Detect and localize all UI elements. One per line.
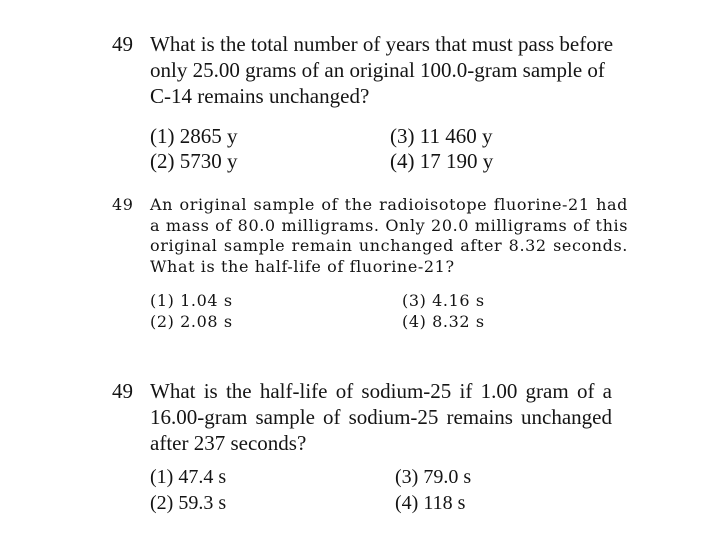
answer-choice: (2) 59.3 s — [150, 492, 227, 514]
answer-choice: (3) 11 460 y — [390, 124, 493, 148]
question-block — [112, 195, 632, 335]
question-number: 49 — [112, 379, 133, 403]
answer-choice: (3) 4.16 s — [402, 291, 485, 310]
question-text: What is the half-life of sodium-25 if 1.00 gram of a 16.00-gram sample of sodium-25 remains unchanged after 237 seconds? — [150, 379, 612, 455]
question-text: What is the total number of years that must pass before only 25.00 grams of an original 100.0-gram sample of C-14 remains unchanged? — [150, 32, 614, 108]
answer-choice: (4) 118 s — [395, 492, 466, 514]
question-number: 49 — [112, 195, 134, 214]
answer-choice: (2) 2.08 s — [150, 312, 233, 331]
answer-choices — [150, 124, 612, 174]
answer-choice: (3) 79.0 s — [395, 466, 472, 488]
answer-choice: (4) 8.32 s — [402, 312, 485, 331]
answer-choices — [150, 466, 632, 516]
question-text: An original sample of the radioisotope fluorine-21 had a mass of 80.0 milligrams. Only 20.0 milligrams of this original sample remain unchanged after 8.32 seconds. What is the half-life of fluorine-21? — [150, 195, 628, 276]
question-block — [112, 31, 612, 174]
answer-choice: (2) 5730 y — [150, 149, 238, 173]
answer-choices — [150, 291, 632, 335]
answer-choice: (1) 47.4 s — [150, 466, 227, 488]
question-block — [112, 378, 632, 516]
answer-choice: (1) 1.04 s — [150, 291, 233, 310]
answer-choice: (1) 2865 y — [150, 124, 238, 148]
question-number: 49 — [112, 32, 133, 56]
answer-choice: (4) 17 190 y — [390, 149, 494, 173]
